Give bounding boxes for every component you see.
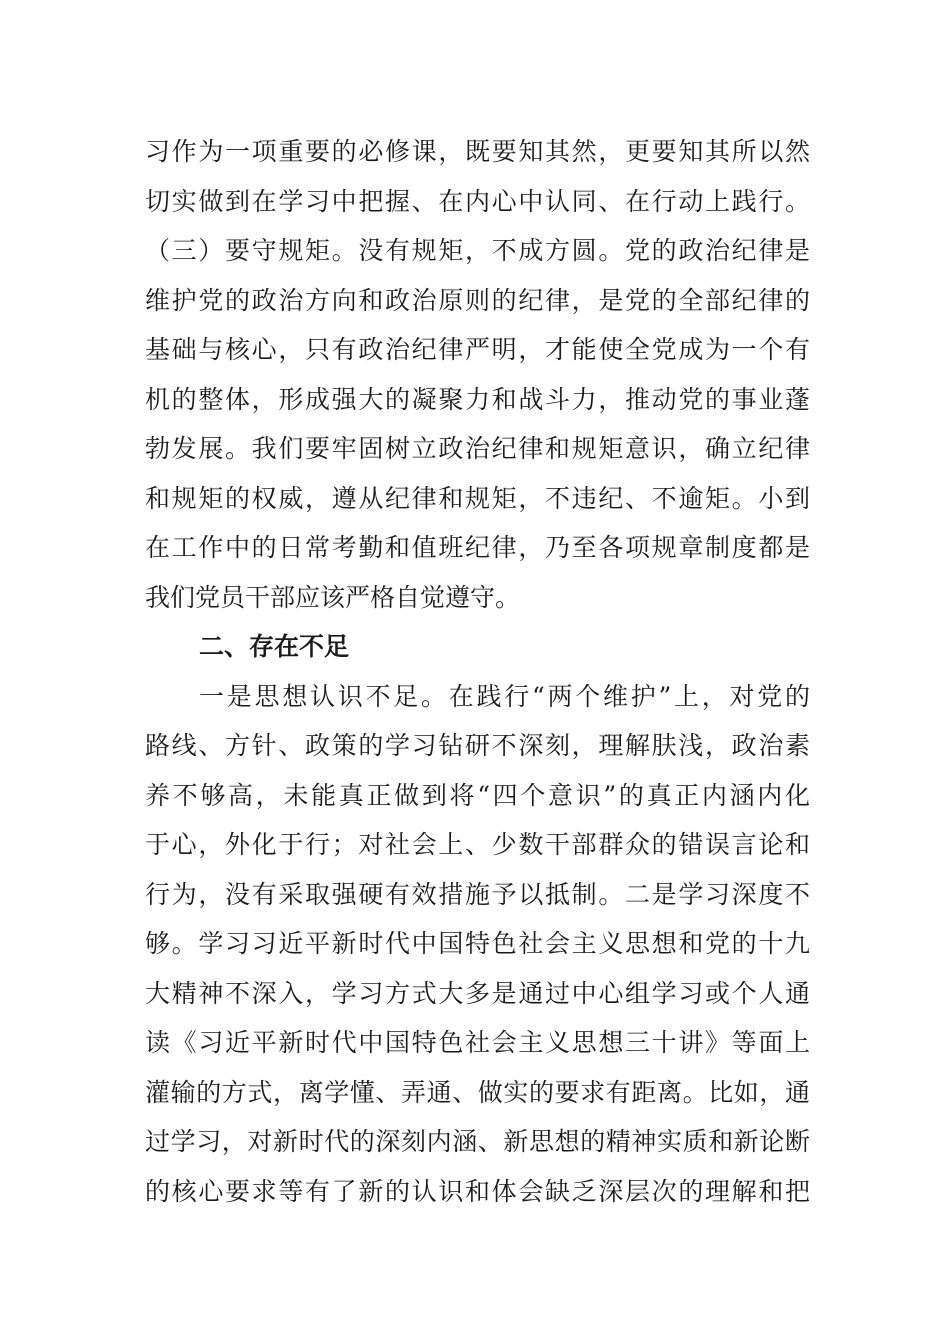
text-line: 维护党的政治方向和政治原则的纪律，是党的全部纪律的 <box>145 285 810 315</box>
text-line: 一是思想认识不足。在践行“两个维护”上，对党的 <box>199 681 810 711</box>
text-line: 过学习，对新时代的深刻内涵、新思想的精神实质和新论断 <box>145 1127 810 1156</box>
text-line: 路线、方针、政策的学习钻研不深刻，理解肤浅，政治素 <box>145 731 810 760</box>
text-line: 勃发展。我们要牢固树立政治纪律和规矩意识，确立纪律 <box>145 434 810 463</box>
text-line: 读《习近平新时代中国特色社会主义思想三十讲》等面上 <box>145 1028 810 1057</box>
text-line: 行为，没有采取强硬有效措施予以抵制。二是学习深度不 <box>145 879 810 909</box>
text-line: 大精神不深入，学习方式大多是通过中心组学习或个人通 <box>145 978 810 1008</box>
text-line: 机的整体，形成强大的凝聚力和战斗力，推动党的事业蓬 <box>145 384 810 414</box>
text-line: 养不够高，未能真正做到将“四个意识”的真正内涵内化 <box>145 780 810 810</box>
text-line: 在工作中的日常考勤和值班纪律，乃至各项规章制度都是 <box>145 533 810 562</box>
section-heading: 二、存在不足 <box>199 632 350 661</box>
text-line: 和规矩的权威，遵从纪律和规矩，不违纪、不逾矩。小到 <box>145 483 810 513</box>
text-line: 够。学习习近平新时代中国特色社会主义思想和党的十九 <box>145 929 810 958</box>
text-line: 习作为一项重要的必修课，既要知其然，更要知其所以然 <box>145 137 810 166</box>
document-body <box>145 127 810 1216</box>
text-line: 的核心要求等有了新的认识和体会缺乏深层次的理解和把 <box>145 1176 810 1206</box>
text-line: （三）要守规矩。没有规矩，不成方圆。党的政治纪律是 <box>145 236 810 265</box>
text-line: 基础与核心，只有政治纪律严明，才能使全党成为一个有 <box>145 335 810 364</box>
text-line: 于心，外化于行；对社会上、少数干部群众的错误言论和 <box>145 830 810 859</box>
text-line: 我们党员干部应该严格自觉遵守。 <box>145 582 521 612</box>
text-line: 切实做到在学习中把握、在内心中认同、在行动上践行。 <box>145 186 810 216</box>
text-line: 灌输的方式，离学懂、弄通、做实的要求有距离。比如，通 <box>145 1077 810 1107</box>
